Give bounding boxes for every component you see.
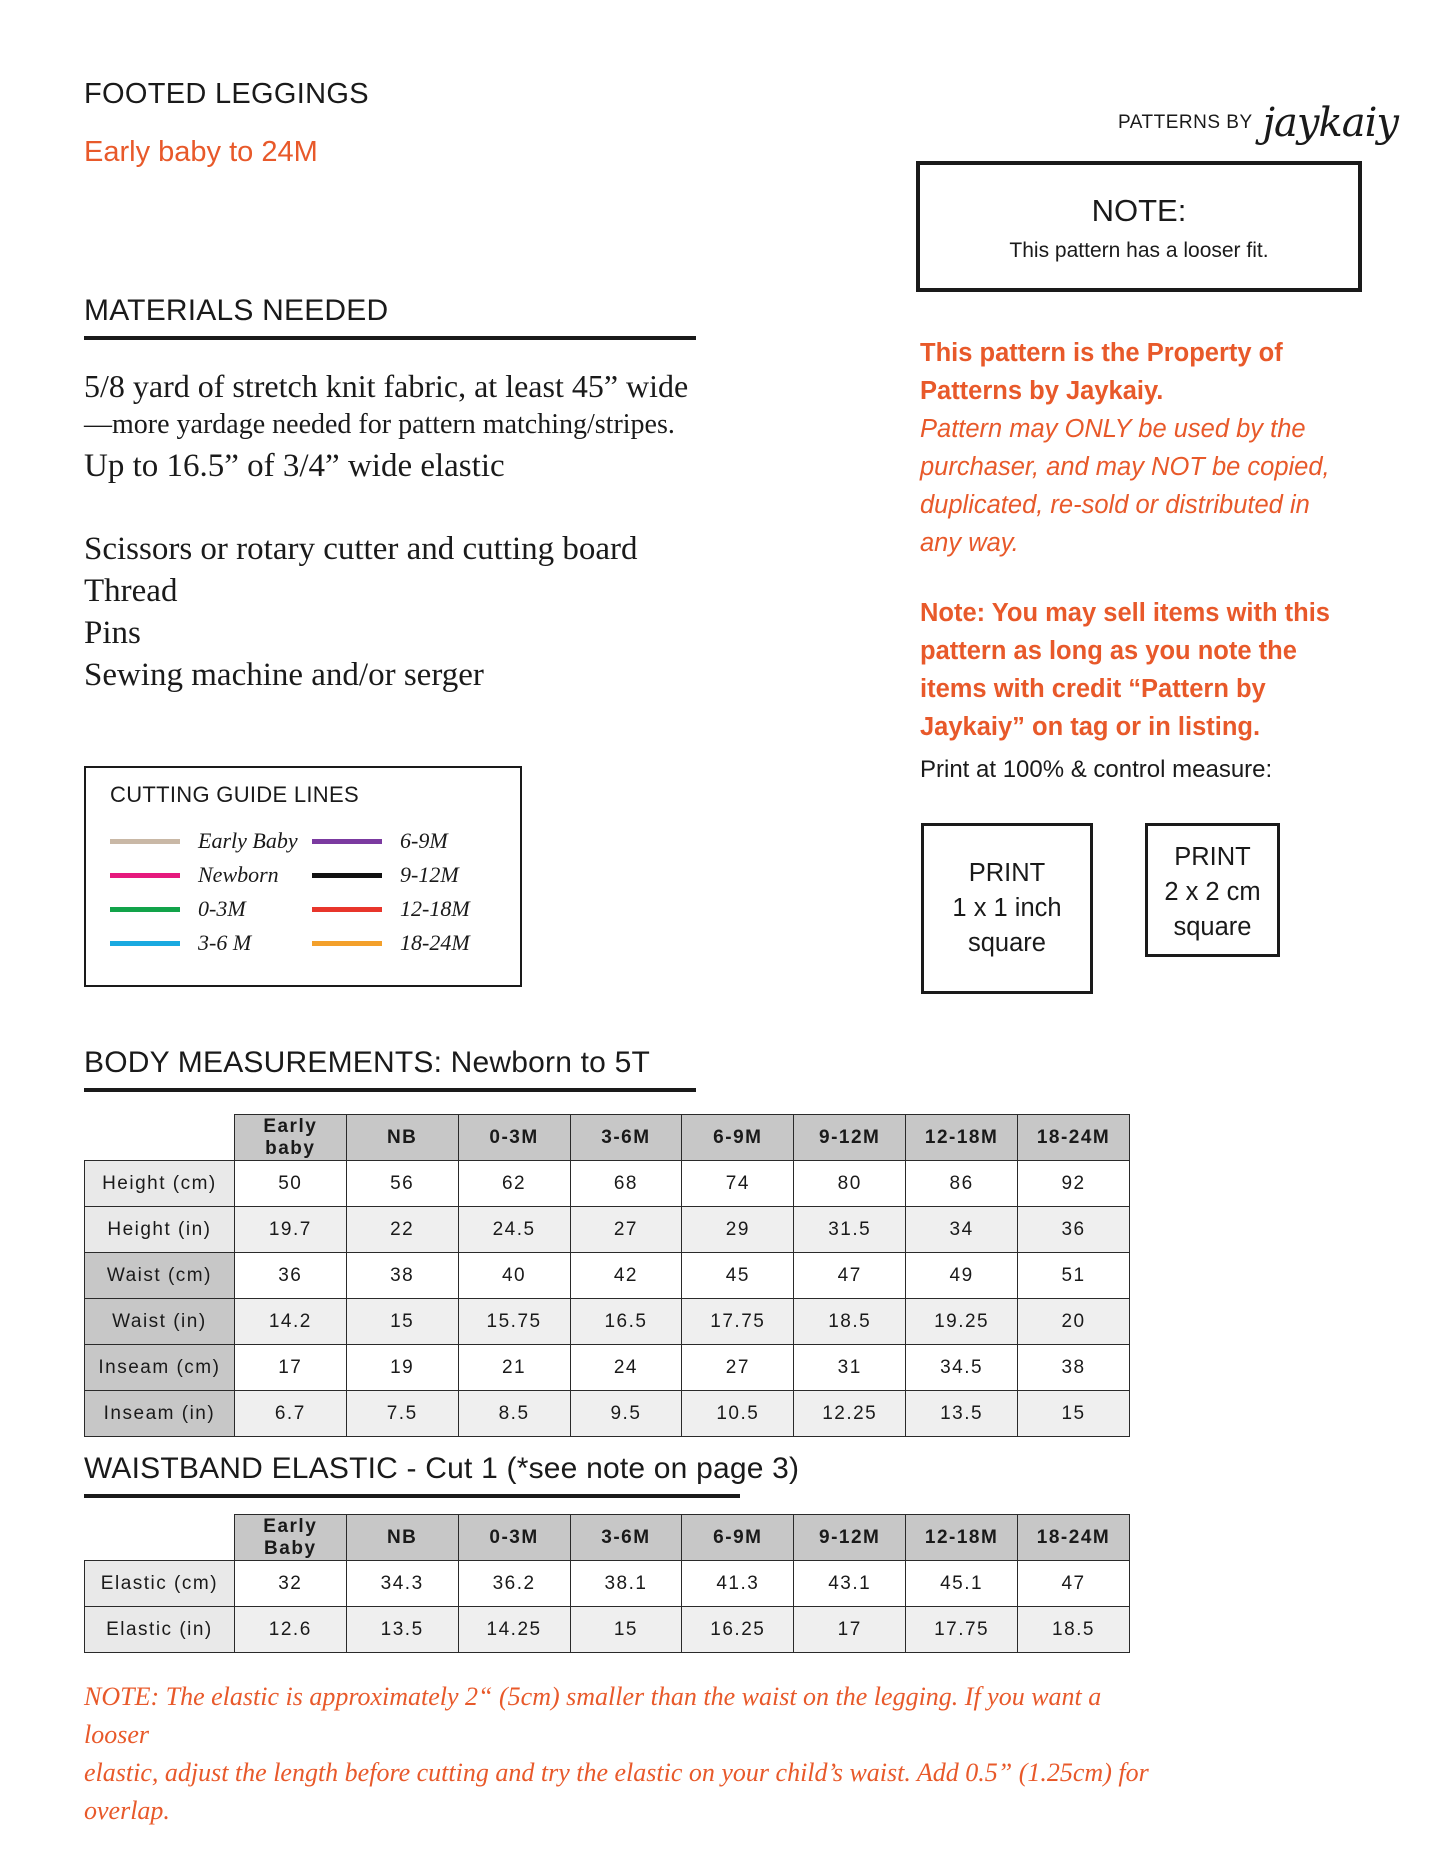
table-cell: 32 bbox=[234, 1561, 346, 1607]
materials-fabric: 5/8 yard of stretch knit fabric, at least 45” wide bbox=[84, 368, 689, 404]
table-cell: 29 bbox=[682, 1207, 794, 1253]
legend-item bbox=[110, 824, 298, 858]
table-cell: 50 bbox=[234, 1161, 346, 1207]
column-header: 12-18M bbox=[906, 1115, 1018, 1161]
column-header: NB bbox=[346, 1115, 458, 1161]
inch-square-line: 1 x 1 inch bbox=[952, 894, 1062, 922]
table-row bbox=[85, 1253, 1130, 1299]
legend-line-swatch bbox=[312, 941, 382, 946]
materials-list bbox=[84, 366, 688, 696]
table-cell: 38 bbox=[1018, 1345, 1130, 1391]
fit-note-box bbox=[916, 161, 1362, 292]
elastic-note-line: overlap. bbox=[84, 1796, 170, 1825]
property-notice bbox=[920, 334, 1380, 746]
table-cell: 15.75 bbox=[458, 1299, 570, 1345]
legend-line-swatch bbox=[110, 941, 180, 946]
body-measurements-heading: BODY MEASUREMENTS: Newborn to 5T bbox=[84, 1046, 650, 1079]
legend-line-swatch bbox=[312, 907, 382, 912]
elastic-note-line: NOTE: The elastic is approximately 2“ (5cm) smaller than the waist on the legging. If you want a looser bbox=[84, 1682, 1102, 1749]
row-label: Waist (in) bbox=[85, 1299, 235, 1345]
column-header: 12-18M bbox=[906, 1515, 1018, 1561]
table-cell: 16.25 bbox=[682, 1607, 794, 1653]
table-cell: 15 bbox=[1018, 1391, 1130, 1437]
table-row bbox=[85, 1607, 1130, 1653]
legend-label: Early Baby bbox=[198, 828, 298, 853]
table-cell: 27 bbox=[682, 1345, 794, 1391]
table-cell: 13.5 bbox=[346, 1607, 458, 1653]
table-cell: 17 bbox=[234, 1345, 346, 1391]
list-item: Pins bbox=[84, 615, 141, 651]
row-label: Elastic (cm) bbox=[85, 1561, 235, 1607]
fit-note-heading: NOTE: bbox=[1091, 193, 1187, 228]
table-cell: 34.3 bbox=[346, 1561, 458, 1607]
table-row bbox=[85, 1345, 1130, 1391]
table-cell: 13.5 bbox=[906, 1391, 1018, 1437]
property-bold-2: Patterns by Jaykaiy. bbox=[920, 377, 1164, 405]
table-cell: 18.5 bbox=[794, 1299, 906, 1345]
legend-label: Newborn bbox=[198, 862, 279, 887]
table-cell: 38 bbox=[346, 1253, 458, 1299]
table-cell: 15 bbox=[346, 1299, 458, 1345]
table-header-row bbox=[85, 1515, 1130, 1561]
table-cell: 17.75 bbox=[682, 1299, 794, 1345]
inch-square-line: PRINT bbox=[968, 859, 1046, 887]
cm-square-line: square bbox=[1173, 913, 1252, 941]
legend-line-swatch bbox=[312, 873, 382, 878]
body-measurements-rule bbox=[84, 1088, 696, 1092]
table-cell: 45.1 bbox=[906, 1561, 1018, 1607]
table-cell: 74 bbox=[682, 1161, 794, 1207]
table-cell: 27 bbox=[570, 1207, 682, 1253]
column-header: NB bbox=[346, 1515, 458, 1561]
column-header: 18-24M bbox=[1018, 1515, 1130, 1561]
table-cell: 41.3 bbox=[682, 1561, 794, 1607]
legend-item bbox=[312, 892, 470, 926]
row-label: Height (in) bbox=[85, 1207, 235, 1253]
table-cell: 43.1 bbox=[794, 1561, 906, 1607]
sell-note-1: Note: You may sell items with this bbox=[920, 599, 1330, 627]
column-header: 18-24M bbox=[1018, 1115, 1130, 1161]
waistband-heading: WAISTBAND ELASTIC - Cut 1 (*see note on page 3) bbox=[84, 1452, 800, 1485]
column-header: 0-3M bbox=[458, 1115, 570, 1161]
table-cell: 9.5 bbox=[570, 1391, 682, 1437]
sell-note-3: items with credit “Pattern by bbox=[920, 675, 1266, 703]
waistband-table bbox=[84, 1514, 1130, 1653]
row-label: Inseam (in) bbox=[85, 1391, 235, 1437]
cm-test-square bbox=[1145, 823, 1280, 957]
legend-label: 3-6 M bbox=[198, 930, 252, 955]
property-italic-3: duplicated, re-sold or distributed in bbox=[920, 491, 1310, 519]
brand-logo bbox=[1118, 100, 1398, 146]
list-item: Sewing machine and/or serger bbox=[84, 657, 484, 693]
column-header: 9-12M bbox=[794, 1115, 906, 1161]
table-cell: 14.2 bbox=[234, 1299, 346, 1345]
table-cell: 40 bbox=[458, 1253, 570, 1299]
table-cell: 49 bbox=[906, 1253, 1018, 1299]
table-cell: 36.2 bbox=[458, 1561, 570, 1607]
table-row bbox=[85, 1161, 1130, 1207]
list-item: Thread bbox=[84, 573, 178, 609]
table-cell: 24.5 bbox=[458, 1207, 570, 1253]
legend-label: 18-24M bbox=[400, 930, 470, 955]
table-corner bbox=[85, 1515, 235, 1561]
column-header: Early baby bbox=[234, 1115, 346, 1161]
inch-test-square bbox=[921, 823, 1093, 994]
table-cell: 10.5 bbox=[682, 1391, 794, 1437]
legend-item bbox=[110, 892, 298, 926]
column-header: 6-9M bbox=[682, 1515, 794, 1561]
table-cell: 14.25 bbox=[458, 1607, 570, 1653]
table-cell: 36 bbox=[234, 1253, 346, 1299]
table-cell: 34.5 bbox=[906, 1345, 1018, 1391]
table-cell: 31.5 bbox=[794, 1207, 906, 1253]
table-row bbox=[85, 1207, 1130, 1253]
table-cell: 47 bbox=[794, 1253, 906, 1299]
table-cell: 80 bbox=[794, 1161, 906, 1207]
table-cell: 24 bbox=[570, 1345, 682, 1391]
legend-column-left bbox=[110, 824, 298, 960]
table-cell: 31 bbox=[794, 1345, 906, 1391]
legend-label: 9-12M bbox=[400, 862, 459, 887]
sell-note-4: Jaykaiy” on tag or in listing. bbox=[920, 713, 1261, 741]
list-item: Scissors or rotary cutter and cutting board bbox=[84, 531, 638, 567]
table-cell: 22 bbox=[346, 1207, 458, 1253]
property-italic-1: Pattern may ONLY be used by the bbox=[920, 415, 1306, 443]
table-cell: 34 bbox=[906, 1207, 1018, 1253]
materials-rule bbox=[84, 336, 696, 340]
legend-line-swatch bbox=[312, 839, 382, 844]
legend-label: 0-3M bbox=[198, 896, 246, 921]
column-header: 6-9M bbox=[682, 1115, 794, 1161]
legend-item bbox=[110, 858, 298, 892]
property-italic-2: purchaser, and may NOT be copied, bbox=[920, 453, 1330, 481]
brand-prefix: PATTERNS BY bbox=[1118, 112, 1253, 133]
table-cell: 45 bbox=[682, 1253, 794, 1299]
table-corner bbox=[85, 1115, 235, 1161]
table-cell: 62 bbox=[458, 1161, 570, 1207]
table-cell: 19.25 bbox=[906, 1299, 1018, 1345]
cm-square-line: 2 x 2 cm bbox=[1164, 878, 1261, 906]
elastic-note-line: elastic, adjust the length before cutting and try the elastic on your child’s waist. Add 0.5” (1.25cm) for bbox=[84, 1758, 1149, 1787]
table-cell: 17 bbox=[794, 1607, 906, 1653]
row-label: Elastic (in) bbox=[85, 1607, 235, 1653]
legend-item bbox=[312, 824, 470, 858]
cm-square-line: PRINT bbox=[1174, 843, 1251, 871]
table-cell: 12.25 bbox=[794, 1391, 906, 1437]
legend-column-right bbox=[312, 824, 470, 960]
table-cell: 68 bbox=[570, 1161, 682, 1207]
page-title: FOOTED LEGGINGS bbox=[84, 78, 369, 110]
table-cell: 42 bbox=[570, 1253, 682, 1299]
table-cell: 38.1 bbox=[570, 1561, 682, 1607]
table-cell: 6.7 bbox=[234, 1391, 346, 1437]
sell-note-2: pattern as long as you note the bbox=[920, 637, 1297, 665]
table-cell: 15 bbox=[570, 1607, 682, 1653]
table-cell: 36 bbox=[1018, 1207, 1130, 1253]
materials-heading: MATERIALS NEEDED bbox=[84, 294, 389, 327]
size-range-subtitle: Early baby to 24M bbox=[84, 136, 318, 168]
table-cell: 7.5 bbox=[346, 1391, 458, 1437]
table-cell: 47 bbox=[1018, 1561, 1130, 1607]
table-row bbox=[85, 1391, 1130, 1437]
row-label: Inseam (cm) bbox=[85, 1345, 235, 1391]
column-header: Early Baby bbox=[234, 1515, 346, 1561]
table-row bbox=[85, 1299, 1130, 1345]
row-label: Height (cm) bbox=[85, 1161, 235, 1207]
legend-item bbox=[110, 926, 298, 960]
legend-label: 12-18M bbox=[400, 896, 470, 921]
table-row bbox=[85, 1561, 1130, 1607]
materials-fabric-note: —more yardage needed for pattern matching/stripes. bbox=[84, 409, 675, 440]
waistband-rule bbox=[84, 1494, 740, 1498]
elastic-note bbox=[84, 1678, 1164, 1830]
legend-line-swatch bbox=[110, 839, 180, 844]
materials-elastic: Up to 16.5” of 3/4” wide elastic bbox=[84, 448, 505, 484]
inch-square-line: square bbox=[968, 929, 1046, 957]
print-instruction: Print at 100% & control measure: bbox=[920, 756, 1273, 783]
table-cell: 18.5 bbox=[1018, 1607, 1130, 1653]
table-cell: 51 bbox=[1018, 1253, 1130, 1299]
legend-label: 6-9M bbox=[400, 828, 448, 853]
table-cell: 12.6 bbox=[234, 1607, 346, 1653]
column-header: 0-3M bbox=[458, 1515, 570, 1561]
row-label: Waist (cm) bbox=[85, 1253, 235, 1299]
table-cell: 21 bbox=[458, 1345, 570, 1391]
fit-note-text: This pattern has a looser fit. bbox=[1009, 239, 1269, 262]
legend-item bbox=[312, 858, 470, 892]
legend-item bbox=[312, 926, 470, 960]
table-cell: 19 bbox=[346, 1345, 458, 1391]
table-cell: 86 bbox=[906, 1161, 1018, 1207]
brand-name: jaykaiy bbox=[1262, 100, 1398, 146]
legend-line-swatch bbox=[110, 907, 180, 912]
table-cell: 19.7 bbox=[234, 1207, 346, 1253]
column-header: 3-6M bbox=[570, 1115, 682, 1161]
property-italic-4: any way. bbox=[920, 529, 1019, 557]
table-header-row bbox=[85, 1115, 1130, 1161]
table-cell: 56 bbox=[346, 1161, 458, 1207]
legend-line-swatch bbox=[110, 873, 180, 878]
table-cell: 8.5 bbox=[458, 1391, 570, 1437]
column-header: 9-12M bbox=[794, 1515, 906, 1561]
property-bold-1: This pattern is the Property of bbox=[920, 339, 1283, 367]
cutting-guide-heading: CUTTING GUIDE LINES bbox=[110, 782, 359, 807]
body-measurements-table bbox=[84, 1114, 1130, 1437]
table-cell: 16.5 bbox=[570, 1299, 682, 1345]
cutting-guide-legend bbox=[84, 766, 522, 987]
table-cell: 20 bbox=[1018, 1299, 1130, 1345]
table-cell: 92 bbox=[1018, 1161, 1130, 1207]
table-cell: 17.75 bbox=[906, 1607, 1018, 1653]
column-header: 3-6M bbox=[570, 1515, 682, 1561]
